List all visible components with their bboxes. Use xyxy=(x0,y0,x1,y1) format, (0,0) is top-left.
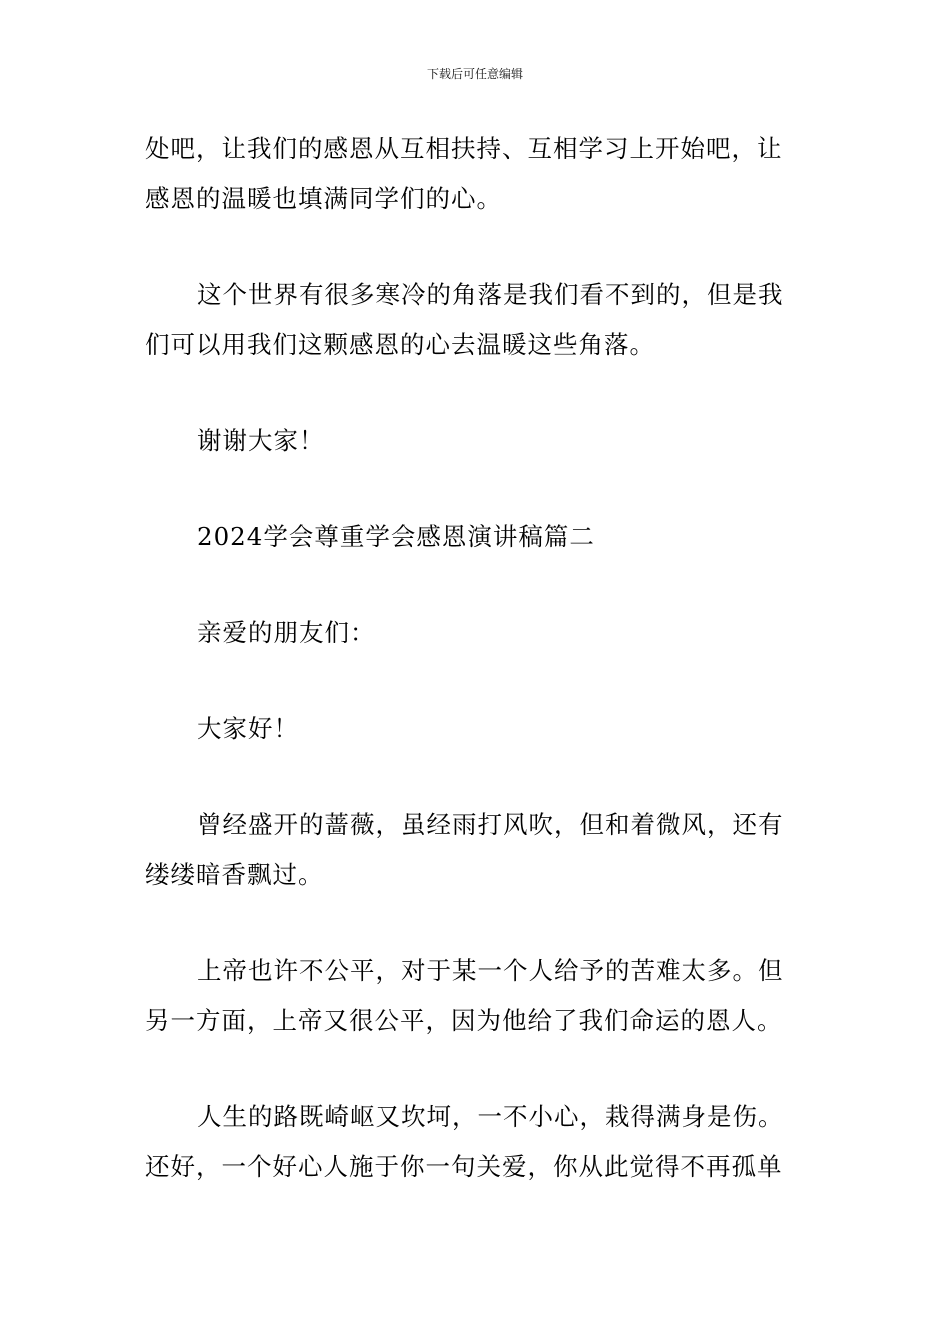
page-header: 下载后可任意编辑 xyxy=(426,67,523,81)
paragraph-3: 谢谢大家！ xyxy=(197,426,325,455)
section-title: 2024学会尊重学会感恩演讲稿篇二 xyxy=(197,522,595,551)
paragraph-7: 曾经盛开的蔷薇，虽经雨打风吹，但和着微风，还有缕缕暗香飘过。 xyxy=(145,810,784,889)
paragraph-8: 上帝也许不公平，对于某一个人给予的苦难太多。但另一方面，上帝又很公平，因为他给了我们命运的恩人。 xyxy=(145,956,784,1035)
greeting: 大家好！ xyxy=(197,714,299,743)
paragraph-1: 处吧，让我们的感恩从互相扶持、互相学习上开始吧，让感恩的温暖也填满同学们的心。 xyxy=(145,134,783,213)
salutation: 亲爱的朋友们： xyxy=(197,618,376,647)
paragraph-2: 这个世界有很多寒冷的角落是我们看不到的，但是我们可以用我们这颗感恩的心去温暖这些角落。 xyxy=(145,280,784,359)
document-body xyxy=(145,124,807,1238)
paragraph-9: 人生的路既崎岖又坎坷，一不小心，栽得满身是伤。还好，一个好心人施于你一句关爱，你从此觉得不再孤单 xyxy=(145,1102,784,1181)
